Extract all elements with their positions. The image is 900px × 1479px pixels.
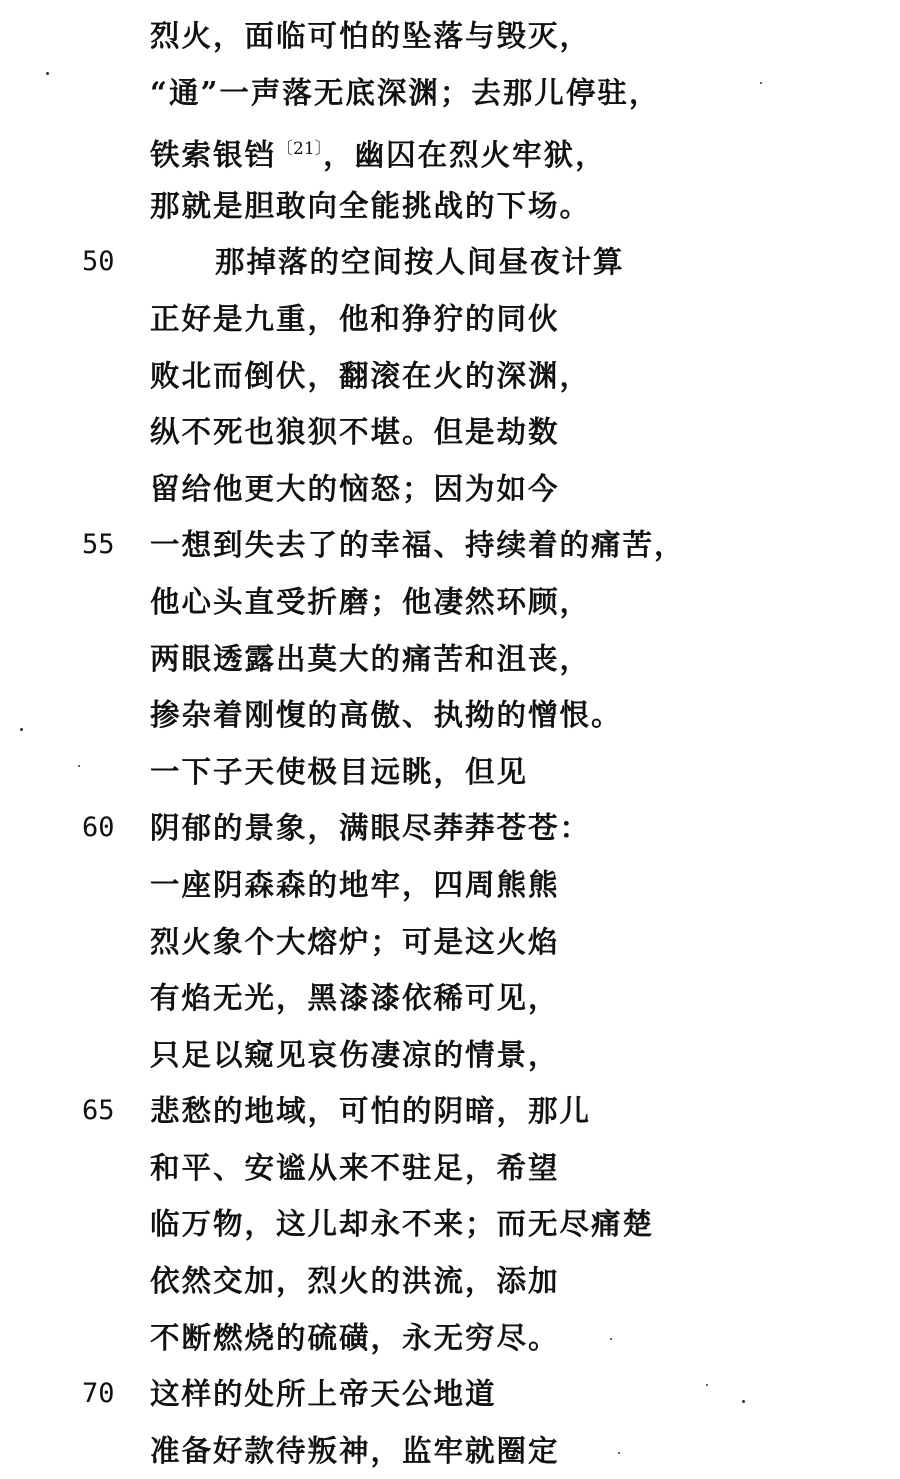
verse-text: 掺杂着刚愎的高傲、执拗的憎恨。 bbox=[150, 697, 623, 733]
verse-text: 败北而倒伏，翻滚在火的深渊， bbox=[150, 357, 592, 393]
verse-text: 两眼透露出莫大的痛苦和沮丧， bbox=[150, 640, 592, 676]
verse-text: 依然交加，烈火的洪流，添加 bbox=[150, 1263, 560, 1299]
line-number: 70 bbox=[82, 1378, 115, 1410]
verse-text: 他心头直受折磨；他凄然环顾， bbox=[150, 583, 592, 619]
poem-line bbox=[0, 857, 900, 914]
scan-speck bbox=[706, 1384, 708, 1386]
verse-text: 那掉落的空间按人间昼夜计算 bbox=[215, 244, 625, 280]
poem-line bbox=[0, 800, 900, 857]
line-number: 65 bbox=[82, 1095, 115, 1127]
poem-line bbox=[0, 348, 900, 405]
verse-text: 临万物，这儿却永不来；而无尽痛楚 bbox=[150, 1206, 655, 1242]
poem-line bbox=[0, 1253, 900, 1310]
verse-text: 只足以窥见哀伤凄凉的情景， bbox=[150, 1036, 560, 1072]
verse-text: 阴郁的景象，满眼尽莽莽苍苍： bbox=[150, 810, 592, 846]
verse-text: 有焰无光，黑漆漆依稀可见， bbox=[150, 980, 560, 1016]
verse-text: “通”一声落无底深渊；去那儿停驻， bbox=[150, 74, 661, 110]
poem-line bbox=[0, 1083, 900, 1140]
poem-line bbox=[0, 517, 900, 574]
verse-text: 正好是九重，他和狰狞的同伙 bbox=[150, 300, 560, 336]
verse-text: 纵不死也狼狈不堪。但是劫数 bbox=[150, 414, 560, 450]
footnote-reference: 〔21〕 bbox=[276, 139, 324, 160]
poem-line bbox=[0, 404, 900, 461]
poem-line bbox=[0, 121, 900, 178]
verse-text-after-note: ，幽囚在烈火牢狱， bbox=[323, 137, 607, 173]
scan-speck bbox=[610, 1338, 612, 1340]
poem-line bbox=[0, 970, 900, 1027]
verse-text: 不断燃烧的硫磺，永无穷尽。 bbox=[150, 1319, 560, 1355]
scan-speck bbox=[742, 1400, 745, 1403]
poem-line bbox=[0, 1027, 900, 1084]
verse-text: 烈火，面临可怕的坠落与毁灭， bbox=[150, 18, 592, 53]
poem-line bbox=[0, 631, 900, 688]
poem-line bbox=[0, 744, 900, 801]
line-number: 60 bbox=[82, 812, 115, 844]
scan-speck bbox=[46, 72, 49, 75]
poem-line bbox=[0, 687, 900, 744]
line-number: 55 bbox=[82, 529, 115, 561]
verse-text-before-note: 铁索银铛 bbox=[150, 137, 277, 173]
verse-text: 一下子天使极目远眺，但见 bbox=[150, 753, 529, 789]
verse-text: 烈火象个大熔炉；可是这火焰 bbox=[150, 923, 560, 959]
verse-text: 留给他更大的恼怒；因为如今 bbox=[150, 470, 560, 506]
verse-text: 和平、安谧从来不驻足，希望 bbox=[150, 1149, 560, 1185]
verse-text: 这样的处所上帝天公地道 bbox=[150, 1376, 497, 1412]
poem-line bbox=[0, 178, 900, 235]
poem-line bbox=[0, 8, 900, 65]
poem-line bbox=[0, 574, 900, 631]
verse-text: 准备好款待叛神，监牢就圈定 bbox=[150, 1432, 560, 1468]
verse-text: 一想到失去了的幸福、持续着的痛苦， bbox=[150, 527, 686, 563]
poem-line bbox=[0, 234, 900, 291]
poem-line bbox=[0, 1140, 900, 1197]
scan-speck bbox=[78, 765, 80, 767]
poem-line bbox=[0, 291, 900, 348]
poem-line bbox=[0, 1366, 900, 1423]
verse-text: 悲愁的地域，可怕的阴暗，那儿 bbox=[150, 1093, 592, 1129]
verse-text: 一座阴森森的地牢，四周熊熊 bbox=[150, 866, 560, 902]
poem-line bbox=[0, 1423, 900, 1479]
poem-line bbox=[0, 1196, 900, 1253]
line-number: 50 bbox=[82, 246, 115, 278]
poem-line bbox=[0, 461, 900, 518]
poem-line bbox=[0, 914, 900, 971]
scan-speck bbox=[760, 82, 762, 84]
scan-speck bbox=[618, 1452, 620, 1454]
scan-speck bbox=[20, 728, 23, 731]
poem-text bbox=[0, 8, 900, 1479]
verse-text bbox=[150, 121, 607, 184]
poem-line bbox=[0, 65, 900, 122]
verse-text: 那就是胆敢向全能挑战的下场。 bbox=[150, 187, 592, 223]
poem-line bbox=[0, 1310, 900, 1367]
